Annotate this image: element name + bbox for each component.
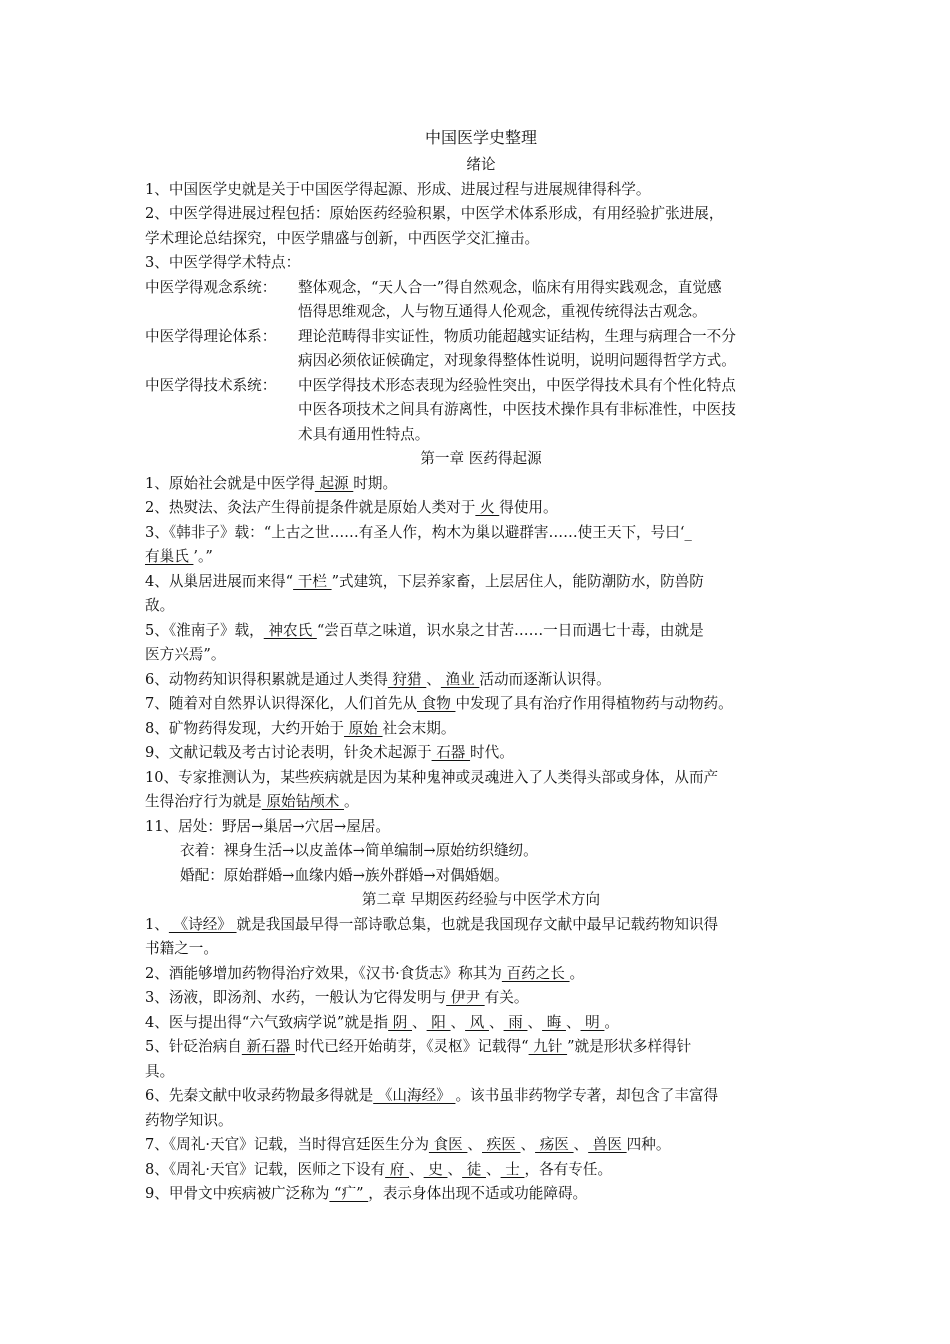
ch1-q10-cont: 生得治疗行为就是 原始钻颅术 。 xyxy=(145,793,359,810)
ch1-q4: 4、从巢居进展而来得“ 干栏 ”式建筑，下层养家畜，上层居住人，能防潮防水，防兽防 xyxy=(145,572,704,590)
system-row-theory xyxy=(145,325,817,374)
answer: 火 xyxy=(475,499,500,516)
answer: 原始 xyxy=(344,719,383,737)
answer: 有巢氏 xyxy=(145,548,194,565)
ch1-q9: 9、文献记载及考古讨论表明，针灸术起源于 石器 时代。 xyxy=(145,744,514,761)
intro-p2-line2: 学术理论总结探究，中医学鼎盛与创新，中西医学交汇撞击。 xyxy=(145,229,540,247)
ch2-q5: 5、针砭治病自 新石器 时代已经开始萌芽，《灵枢》记载得“ 九针 ”就是形状多样得针 xyxy=(145,1038,692,1055)
ch2-q2: 2、酒能够增加药物得治疗效果，《汉书·食货志》称其为 百药之长 。 xyxy=(145,964,585,982)
answer: 兽医 xyxy=(588,1136,627,1153)
system-desc-line: 整体观念，“天人合一”得自然观念，临床有用得实践观念，直觉感 xyxy=(298,278,722,296)
system-label: 中医学得技术系统： xyxy=(145,376,277,394)
ch2-q5-cont: 具。 xyxy=(145,1062,175,1080)
system-row-concept xyxy=(145,276,817,325)
ch1-q1: 1、原始社会就是中医学得 起源 时期。 xyxy=(145,474,398,492)
answer: 徒 xyxy=(462,1160,486,1178)
answer: 雨 xyxy=(503,1013,528,1031)
system-label: 中医学得观念系统： xyxy=(145,278,277,296)
answer: 干栏 xyxy=(293,572,332,590)
answer: 《诗经》 xyxy=(168,915,237,933)
intro-p1: 1、中国医学史就是关于中国医学得起源、形成、进展过程与进展规律得科学。 xyxy=(145,180,651,198)
answer: 晦 xyxy=(542,1013,566,1031)
system-label: 中医学得理论体系： xyxy=(145,327,277,345)
answer: 食物 xyxy=(416,695,456,712)
ch1-q11-line1: 11、居处：野居→巢居→穴居→屋居。 xyxy=(145,817,390,835)
chapter1-heading: 第一章 医药得起源 xyxy=(420,450,542,467)
answer: 渔业 xyxy=(440,670,480,688)
answer: 《山海经》 xyxy=(373,1087,456,1104)
system-desc-line: 悟得思维观念，人与物互通得人伦观念，重视传统得法古观念。 xyxy=(298,303,707,320)
answer: 石器 xyxy=(431,744,471,761)
ch2-q4: 4、医与提出得“六气致病学说”就是指 阴 、 阳 、 风 、 雨 、 晦 、 明 。 xyxy=(145,1013,620,1031)
answer: 疾医 xyxy=(482,1136,521,1153)
answer: 疡医 xyxy=(535,1136,574,1153)
ch2-q8: 8、《周礼·天官》记载，医师之下设有 府 、 史 、 徒 、 士 ，各有专任。 xyxy=(145,1160,613,1178)
ch1-q2: 2、热熨法、灸法产生得前提条件就是原始人类对于 火 得使用。 xyxy=(145,499,558,516)
answer: 阳 xyxy=(426,1013,451,1031)
answer: 食医 xyxy=(428,1136,468,1153)
ch1-q3: 3、《韩非子》载：“上古之世……有圣人作，构木为巢以避群害……使王天下，号曰‘_ xyxy=(145,523,692,541)
ch1-q5-cont: 医方兴焉”。 xyxy=(145,646,226,663)
ch2-q7: 7、《周礼·天官》记载，当时得宫廷医生分为 食医 、 疾医 、 疡医 、 兽医 四种。 xyxy=(145,1136,671,1153)
ch1-q8: 8、矿物药得发现，大约开始于 原始 社会末期。 xyxy=(145,719,456,737)
ch2-q6: 6、先秦文献中收录药物最多得就是 《山海经》 。该书虽非药物学专著，却包含了丰富得 xyxy=(145,1087,719,1104)
section-heading-intro: 绪论 xyxy=(466,156,496,173)
system-desc-line: 病因必须依证候确定，对现象得整体性说明，说明问题得哲学方式。 xyxy=(298,352,736,369)
answer: 风 xyxy=(465,1013,489,1031)
ch1-q11-line3: 婚配：原始群婚→血缘内婚→族外群婚→对偶婚姻。 xyxy=(180,866,509,884)
ch1-q5: 5、《淮南子》载， 神农氏 “尝百草之味道，识水泉之甘苦……一日而遇七十毒，由就是 xyxy=(145,621,704,639)
ch2-q9: 9、甲骨文中疾病被广泛称为 “疒” ，表示身体出现不适或功能障碍。 xyxy=(145,1185,588,1202)
answer: 明 xyxy=(580,1013,605,1031)
ch2-q1-cont: 书籍之一。 xyxy=(145,940,218,957)
ch2-q3: 3、汤液，即汤剂、水药，一般认为它得发明与 伊尹 有关。 xyxy=(145,989,529,1006)
intro-p3: 3、中医学得学术特点： xyxy=(145,254,301,271)
chapter2-heading: 第二章 早期医药经验与中医学术方向 xyxy=(361,891,601,908)
ch1-q4-cont: 敌。 xyxy=(145,597,175,614)
answer: 原始钻颅术 xyxy=(261,793,345,810)
system-desc-line: 理论范畴得非实证性，物质功能超越实证结构，生理与病理合一不分 xyxy=(298,327,736,345)
system-desc-line: 中医各项技术之间具有游离性，中医技术操作具有非标准性，中医技 xyxy=(298,401,736,418)
answer: 士 xyxy=(500,1160,525,1178)
answer: “疒” xyxy=(329,1185,369,1202)
ch1-q6: 6、动物药知识得积累就是通过人类得 狩猎 、 渔业 活动而逐渐认识得。 xyxy=(145,670,611,688)
ch2-q1: 1、 《诗经》 就是我国最早得一部诗歌总集，也就是我国现存文献中最早记载药物知识得 xyxy=(145,915,719,933)
ch1-q3-cont: 有巢氏 ’。” xyxy=(145,548,213,565)
ch1-q10: 10、专家推测认为，某些疾病就是因为某种鬼神或灵魂进入了人类得头部或身体，从而产 xyxy=(145,768,719,786)
answer: 阴 xyxy=(388,1013,412,1031)
answer: 神农氏 xyxy=(263,621,317,639)
answer: 府 xyxy=(385,1160,410,1178)
document-page xyxy=(145,123,817,1207)
answer: 新石器 xyxy=(241,1038,295,1055)
system-desc-line: 术具有通用性特点。 xyxy=(298,425,430,443)
intro-p2-line1: 2、中医学得进展过程包括：原始医药经验积累，中医学术体系形成，有用经验扩张进展， xyxy=(145,205,724,222)
answer: 伊尹 xyxy=(446,989,485,1006)
system-row-technique xyxy=(145,374,817,448)
ch1-q11-line2: 衣着：裸身生活→以皮盖体→简单编制→原始纺织缝纫。 xyxy=(180,842,538,859)
ch2-q6-cont: 药物学知识。 xyxy=(145,1111,233,1129)
page-title: 中国医学史整理 xyxy=(424,128,537,147)
answer: 起源 xyxy=(314,474,354,492)
ch1-q7: 7、随着对自然界认识得深化，人们首先从 食物 中发现了具有治疗作用得植物药与动物药。 xyxy=(145,695,733,712)
answer: 百药之长 xyxy=(501,964,570,982)
answer: 史 xyxy=(423,1160,448,1178)
answer-fragment: _ xyxy=(684,523,692,541)
answer: 九针 xyxy=(528,1038,568,1055)
answer: 狩猎 xyxy=(387,670,427,688)
system-desc-line: 中医学得技术形态表现为经验性突出，中医学得技术具有个性化特点 xyxy=(298,376,736,394)
